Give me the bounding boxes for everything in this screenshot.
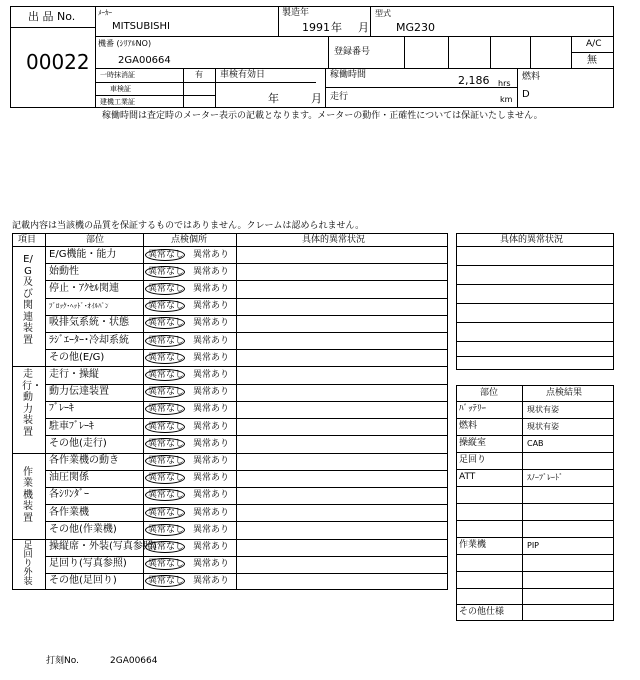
ok-label: 異常なし (148, 249, 185, 260)
ng-label: 異常あり (193, 473, 230, 484)
part-label: E/G機能・能力 (49, 248, 117, 260)
group-label: E/G及び関連装置 (23, 254, 33, 346)
ng-label: 異常あり (193, 335, 230, 346)
ng-label: 異常あり (193, 507, 230, 518)
result-part-label: 作業機 (459, 540, 487, 550)
model-label: 型式 (375, 9, 391, 18)
ng-label: 異常あり (193, 318, 230, 329)
divider (215, 68, 216, 108)
ng-label: 異常あり (193, 576, 230, 587)
part-label: 始動性 (49, 265, 79, 277)
result-value: PIP (527, 541, 540, 550)
divider (45, 487, 448, 488)
km-unit: km (500, 95, 513, 104)
part-label: 吸排気系統・状態 (49, 317, 129, 329)
divider (325, 87, 517, 88)
hours-note: 稼働時間は査定時のメーター表示の記載となります。メーターの動作・正確性については保証いたしません。 (102, 111, 543, 121)
divider (95, 82, 316, 83)
divider (45, 298, 448, 299)
expiry-month-unit: 月 (311, 92, 322, 105)
col-part-header: 部位 (86, 235, 105, 245)
divider (12, 539, 448, 540)
divider (95, 6, 96, 108)
ok-label: 異常なし (148, 387, 185, 398)
ng-label: 異常あり (193, 456, 230, 467)
part-label: ﾗｼﾞｴｰﾀｰ･冷却系統 (49, 334, 129, 346)
divider (404, 36, 405, 68)
results-col-result: 点検結果 (546, 388, 583, 398)
divider (456, 452, 614, 453)
part-label: その他(足回り) (49, 575, 117, 587)
ng-label: 異常あり (193, 266, 230, 277)
divider (45, 418, 448, 419)
result-value: CAB (527, 439, 544, 448)
ok-label: 異常なし (148, 352, 185, 363)
group-label: 作業機装置 (23, 466, 33, 524)
ok-label: 異常なし (148, 301, 185, 312)
detail-box (456, 233, 614, 370)
model-value: MG230 (396, 21, 436, 34)
ok-label: 異常なし (148, 576, 185, 587)
part-label: 駐車ﾌﾞﾚｰｷ (49, 420, 94, 432)
disclaimer: 記載内容は当該機の品質を保証するものではありません。クレームは認められません。 (12, 221, 365, 231)
divider (456, 322, 614, 323)
divider (456, 604, 614, 605)
ok-label: 異常なし (148, 559, 185, 570)
divider (45, 504, 448, 505)
year-label: 製造年 (282, 8, 310, 18)
ok-label: 異常なし (148, 421, 185, 432)
col-item-header: 項目 (18, 235, 37, 245)
divider (517, 68, 518, 108)
col-point-header: 点検個所 (171, 235, 208, 245)
ok-label: 異常なし (148, 542, 185, 553)
divider (95, 36, 614, 37)
divider (530, 36, 531, 68)
divider (456, 356, 614, 357)
ok-label: 異常なし (148, 318, 185, 329)
divider (45, 332, 448, 333)
divider (45, 349, 448, 350)
ok-label: 異常なし (148, 266, 185, 277)
divider (448, 36, 449, 68)
part-label: ﾌﾞﾛｯｸ･ﾍｯﾄﾞ･ｵｲﾙﾊﾟﾝ (49, 301, 109, 310)
group-label: 走行・動力装置 (22, 369, 42, 438)
divider (456, 520, 614, 521)
divider (45, 556, 448, 557)
ok-label: 異常なし (148, 473, 185, 484)
divider (571, 52, 614, 53)
divider (328, 36, 329, 68)
divider (45, 280, 448, 281)
ng-label: 異常あり (193, 404, 230, 415)
item-no-value: 00022 (26, 50, 90, 74)
divider (456, 284, 614, 285)
divider (456, 588, 614, 589)
result-part-label: ﾊﾞｯﾃﾘｰ (459, 404, 487, 414)
divider (456, 303, 614, 304)
divider (456, 486, 614, 487)
ng-label: 異常あり (193, 542, 230, 553)
ng-label: 異常あり (193, 421, 230, 432)
ok-label: 異常なし (148, 524, 185, 535)
temp-plate-value: 有 (195, 70, 203, 79)
divider (45, 435, 448, 436)
item-no-label: 出 品 No. (28, 10, 76, 23)
expiry-year-unit: 年 (268, 92, 279, 105)
month-unit: 月 (358, 21, 369, 34)
part-label: その他(E/G) (49, 351, 105, 363)
divider (12, 246, 448, 247)
ok-label: 異常なし (148, 438, 185, 449)
stamp-label: 打刻No. (46, 656, 79, 666)
part-label: 油圧関係 (49, 472, 89, 484)
result-value: 現状有姿 (527, 405, 559, 414)
registration-label: 登録番号 (334, 47, 371, 57)
vehicle-cert-label: 建機工業証 (100, 98, 135, 106)
part-label: 走行・操縦 (49, 368, 99, 380)
divider (456, 341, 614, 342)
ng-label: 異常あり (193, 438, 230, 449)
divider (183, 68, 184, 108)
result-part-label: 操縦室 (459, 438, 487, 448)
part-label: 各作業機の動き (49, 455, 119, 467)
maker-value: MITSUBISHI (112, 21, 170, 32)
serial-value: 2GA00664 (118, 55, 171, 66)
part-label: ﾌﾞﾚｰｷ (49, 403, 74, 415)
ok-label: 異常なし (148, 283, 185, 294)
ok-label: 異常なし (148, 369, 185, 380)
divider (456, 246, 614, 247)
travel-label: 走行 (330, 92, 349, 102)
hours-value: 2,186 (458, 74, 490, 87)
ok-label: 異常なし (148, 490, 185, 501)
hours-label: 稼働時間 (330, 70, 367, 80)
divider (10, 27, 95, 28)
result-part-label: その他仕様 (459, 607, 505, 617)
stamp-value: 2GA00664 (110, 656, 158, 666)
divider (45, 521, 448, 522)
divider (456, 401, 614, 402)
result-value: ｽﾉｰﾌﾞﾚｰﾄﾞ (527, 473, 563, 482)
hours-unit: hrs (498, 79, 511, 88)
divider (456, 537, 614, 538)
maker-label: ﾒｰｶｰ (98, 9, 112, 17)
divider (95, 68, 614, 69)
group-label: 足回り外装 (23, 540, 33, 588)
year-unit: 年 (331, 21, 342, 34)
detail-box-title: 具体的異常状況 (500, 235, 564, 245)
ng-label: 異常あり (193, 524, 230, 535)
divider (490, 36, 491, 68)
ng-label: 異常あり (193, 559, 230, 570)
divider (456, 554, 614, 555)
ok-label: 異常なし (148, 404, 185, 415)
divider (325, 68, 326, 108)
ac-value: 無 (587, 55, 597, 66)
year-value: 1991 (302, 21, 330, 34)
divider (45, 315, 448, 316)
divider (45, 470, 448, 471)
ok-label: 異常なし (148, 335, 185, 346)
part-label: その他(走行) (49, 437, 107, 449)
ac-label: A/C (586, 39, 602, 49)
result-value: 現状有姿 (527, 422, 559, 431)
divider (95, 95, 215, 96)
divider (456, 469, 614, 470)
divider (12, 453, 448, 454)
ng-label: 異常あり (193, 301, 230, 312)
ng-label: 異常あり (193, 249, 230, 260)
result-part-label: 燃料 (459, 421, 478, 431)
part-label: 動力伝達装置 (49, 386, 109, 398)
part-label: 停止・ｱｸｾﾙ関連 (49, 282, 119, 294)
col-detail-header: 具体的異常状況 (302, 235, 366, 245)
fuel-value: D (522, 89, 530, 100)
divider (236, 233, 237, 590)
part-label: 各作業機 (49, 506, 89, 518)
ng-label: 異常あり (193, 490, 230, 501)
divider (45, 233, 46, 590)
result-part-label: ATT (459, 472, 476, 482)
part-label: その他(作業機) (49, 523, 117, 535)
divider (456, 418, 614, 419)
divider (45, 263, 448, 264)
divider (143, 233, 144, 590)
divider (456, 503, 614, 504)
fuel-label: 燃料 (522, 72, 541, 82)
inspection-cert-label: 車検証 (110, 85, 131, 93)
ng-label: 異常あり (193, 387, 230, 398)
divider (45, 384, 448, 385)
part-label: 各ｼﾘﾝﾀﾞｰ (49, 489, 89, 501)
divider (370, 6, 371, 36)
ng-label: 異常あり (193, 369, 230, 380)
divider (456, 265, 614, 266)
divider (12, 366, 448, 367)
divider (45, 401, 448, 402)
divider (456, 571, 614, 572)
inspection-expiry-label: 車検有効日 (220, 70, 266, 80)
part-label: 操縦席・外装(写真参照) (49, 541, 157, 553)
ok-label: 異常なし (148, 507, 185, 518)
temp-plate-label: 一時抹消証 (100, 71, 135, 79)
divider (278, 6, 279, 36)
ng-label: 異常あり (193, 283, 230, 294)
divider (456, 435, 614, 436)
ok-label: 異常なし (148, 456, 185, 467)
ng-label: 異常あり (193, 352, 230, 363)
part-label: 足回り(写真参照) (49, 558, 127, 570)
results-col-part: 部位 (480, 388, 499, 398)
result-part-label: 足回り (459, 455, 487, 465)
serial-label: 機番 (ｼﾘｱﾙNO) (98, 39, 152, 48)
divider (45, 573, 448, 574)
